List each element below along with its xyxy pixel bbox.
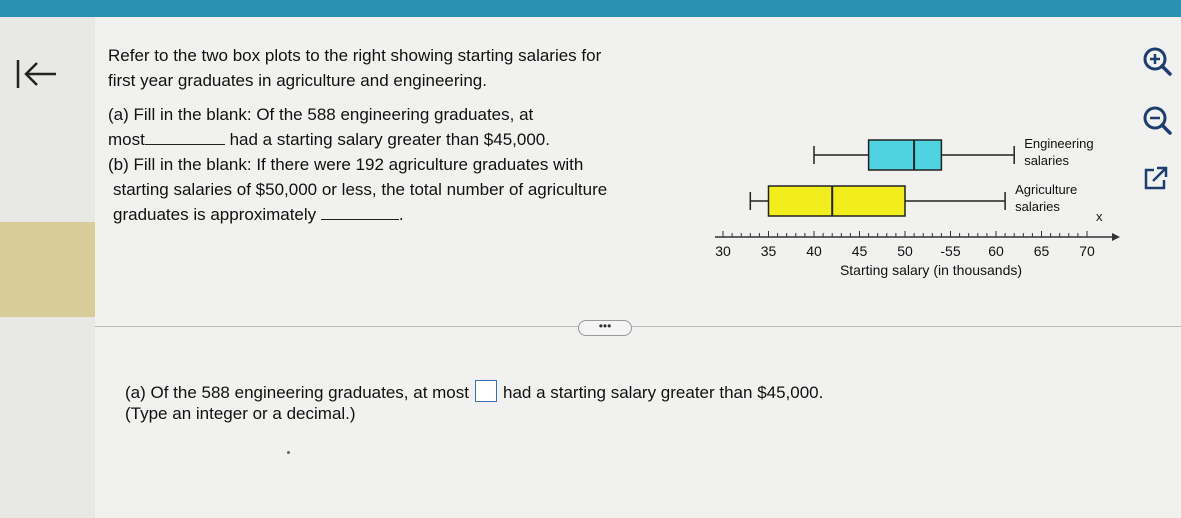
series-label-line2: salaries [1024, 153, 1069, 168]
axis-end-label: x [1096, 209, 1103, 224]
x-tick-label: 30 [715, 243, 731, 259]
part-b-line3-post: . [398, 205, 404, 224]
x-axis-title: Starting salary (in thousands) [839, 262, 1023, 278]
answer-hint: (Type an integer or a decimal.) [125, 404, 356, 423]
back-arrow-icon[interactable] [14, 56, 60, 92]
part-a-blank [145, 129, 225, 145]
x-tick-label: 45 [851, 243, 868, 259]
series-label-line1: Agriculture [1015, 182, 1078, 197]
more-button[interactable]: ••• [578, 320, 632, 336]
box-iqr [769, 186, 906, 216]
x-axis-arrow [1112, 233, 1120, 241]
part-b-line1: (b) Fill in the blank: If there were 192 agriculture graduates with [108, 155, 584, 174]
x-tick-label: 35 [760, 243, 777, 259]
x-tick-label: 70 [1079, 243, 1095, 259]
answer-line [125, 380, 823, 403]
left-sidebar-band [0, 222, 95, 317]
series-label-line2: salaries [1015, 199, 1060, 214]
part-a-line2 [108, 128, 550, 151]
x-tick-label: 40 [806, 243, 822, 259]
box-iqr [869, 140, 942, 170]
part-b-line2: starting salaries of $50,000 or less, the total number of agriculture [113, 180, 608, 199]
series-label-line1: Engineering [1024, 136, 1094, 151]
part-b-blank [321, 204, 399, 220]
part-a-line2-pre: most [108, 130, 145, 149]
box-plot-chart [700, 120, 1120, 285]
popout-icon[interactable] [1138, 162, 1172, 196]
part-a-line2-post: had a starting salary greater than $45,000. [229, 130, 550, 149]
x-tick-label: 60 [988, 243, 1004, 259]
answer-suffix: had a starting salary greater than $45,000. [502, 383, 824, 402]
answer-prefix: (a) Of the 588 engineering graduates, at most [125, 383, 469, 402]
x-tick-label: 65 [1033, 243, 1050, 259]
top-bar [0, 0, 1181, 17]
part-b-line3 [113, 203, 404, 226]
answer-input[interactable] [475, 380, 497, 402]
zoom-in-icon[interactable] [1140, 44, 1174, 78]
x-tick-label: 50 [897, 243, 913, 259]
x-tick-label: -55 [940, 243, 961, 259]
part-a-line1: (a) Fill in the blank: Of the 588 engineering graduates, at [108, 105, 534, 124]
part-b-line3-pre: graduates is approximately [113, 205, 317, 224]
question-intro-line2: first year graduates in agriculture and engineering. [108, 71, 487, 90]
question-intro-line1: Refer to the two box plots to the right showing starting salaries for [108, 46, 602, 65]
zoom-out-icon[interactable] [1140, 103, 1174, 137]
section-divider [95, 326, 1181, 327]
decorative-dot [287, 451, 290, 454]
